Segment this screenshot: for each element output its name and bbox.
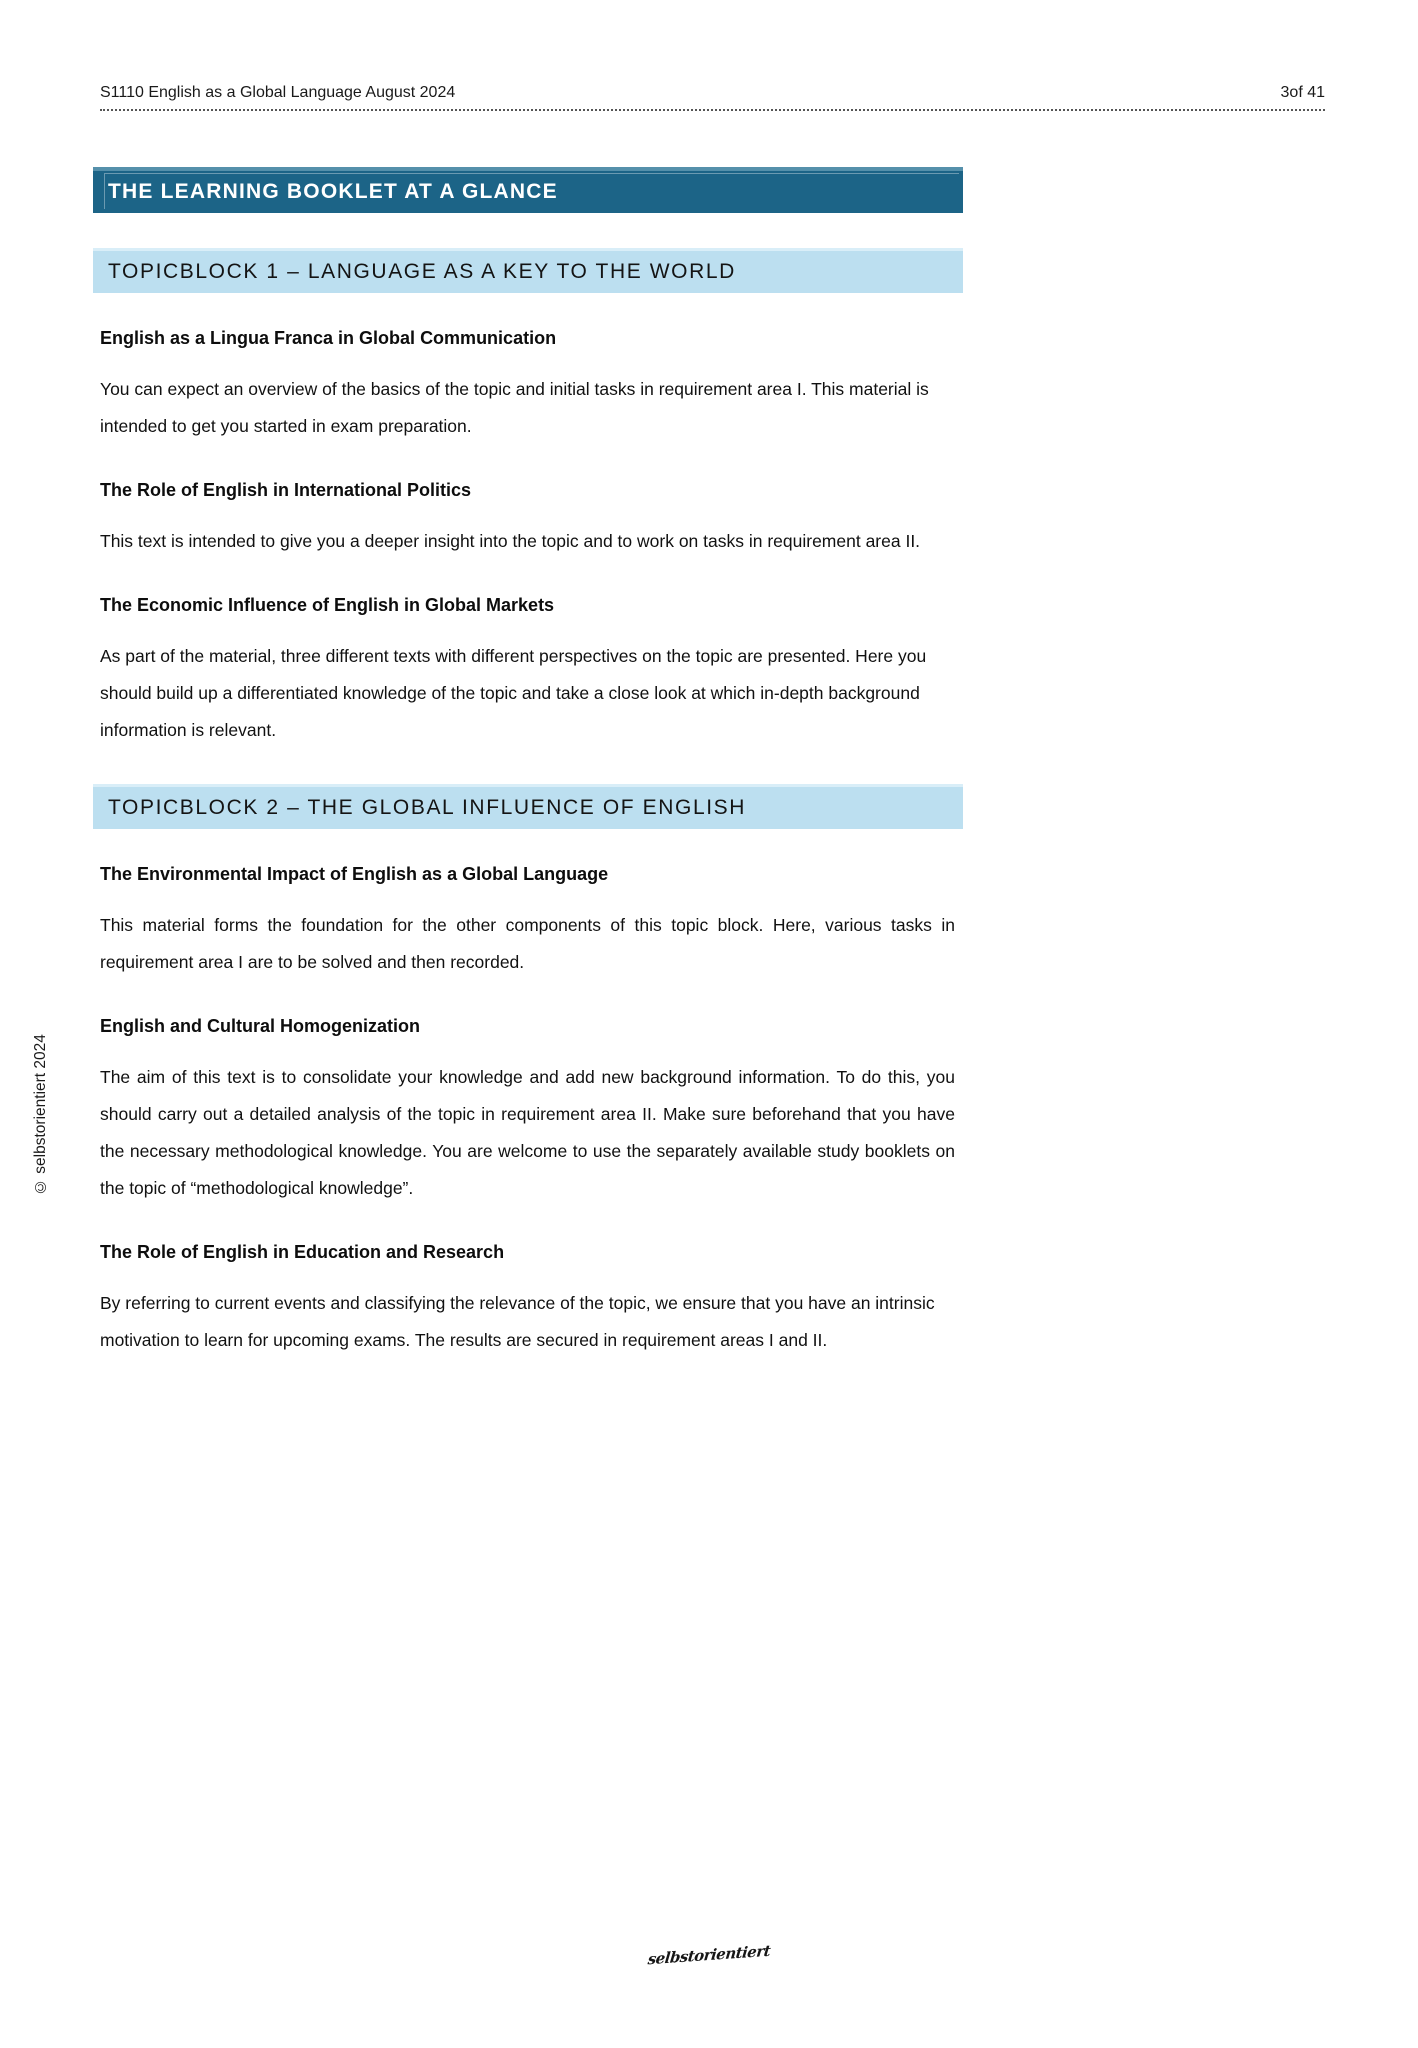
topic-banner-2-label: TOPICBLOCK 2 – THE GLOBAL INFLUENCE OF ENGLISH xyxy=(108,796,747,819)
item-paragraph: You can expect an overview of the basics of the topic and initial tasks in requirement area I. This material is intended to get you started in exam preparation. xyxy=(100,379,929,436)
topic-banner-1-label: TOPICBLOCK 1 – LANGUAGE AS A KEY TO THE WORLD xyxy=(108,260,736,283)
topic-banner-1 xyxy=(93,248,963,293)
item-title: The Role of English in International Politics xyxy=(100,480,472,500)
main-column xyxy=(93,167,963,1359)
doc-title: S1110 English as a Global Language August 2024 xyxy=(100,84,456,101)
topic-block-2 xyxy=(93,784,963,1359)
brand-signature: selbstorientiert xyxy=(646,1941,772,1969)
item-paragraph: This text is intended to give you a deeper insight into the topic and to work on tasks in requirement area II. xyxy=(100,531,921,551)
topic-block-1 xyxy=(93,248,963,749)
page-number: 3of 41 xyxy=(1280,84,1325,101)
item-title: The Role of English in Education and Research xyxy=(100,1242,505,1262)
item-paragraph: The aim of this text is to consolidate your knowledge and add new background information. To do this, you should carry out a detailed analysis of the topic in requirement area II. Make sure beforehand that you have the necessary methodological knowledge. You are welcome to use the separately available study booklets on the topic of “methodological knowledge”. xyxy=(100,1067,955,1198)
side-copyright: © selbstorientiert 2024 xyxy=(32,1034,49,1195)
topic-banner-2 xyxy=(93,784,963,829)
item-paragraph: By referring to current events and classifying the relevance of the topic, we ensure that you have an intrinsic motivation to learn for upcoming exams. The results are secured in requirement areas I and II. xyxy=(100,1293,935,1350)
item-title: English as a Lingua Franca in Global Communication xyxy=(100,328,557,348)
page-header xyxy=(100,84,1325,111)
item-title: English and Cultural Homogenization xyxy=(100,1016,421,1036)
glance-banner xyxy=(93,167,963,213)
glance-banner-label: THE LEARNING BOOKLET AT A GLANCE xyxy=(108,180,558,203)
item-paragraph: This material forms the foundation for the other components of this topic block. Here, various tasks in requirement area I are to be solved and then recorded. xyxy=(100,915,955,972)
item-title: The Economic Influence of English in Global Markets xyxy=(100,595,555,615)
item-title: The Environmental Impact of English as a Global Language xyxy=(100,864,609,884)
item-paragraph: As part of the material, three different texts with different perspectives on the topic are presented. Here you should build up a differentiated knowledge of the topic and take a close look at which in-depth background information is relevant. xyxy=(100,646,927,740)
